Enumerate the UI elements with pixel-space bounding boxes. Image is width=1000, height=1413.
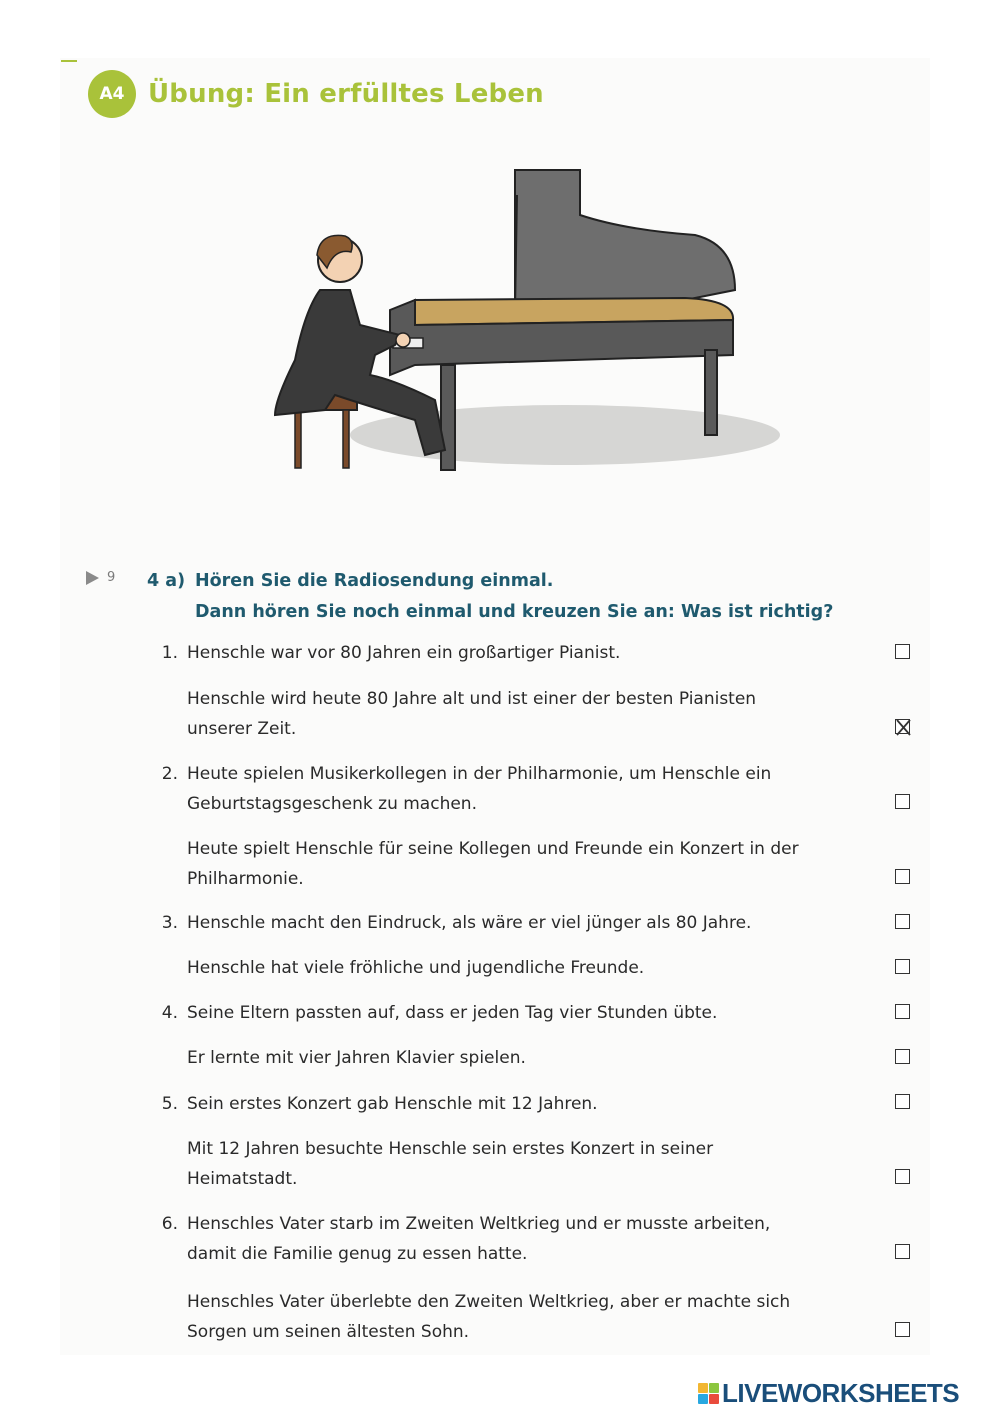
question-statement <box>150 1089 840 1119</box>
exercise-header <box>88 70 544 118</box>
statement-line-1: Mit 12 Jahren besuchte Henschle sein erstes Konzert in seiner <box>187 1139 714 1159</box>
statement-line-1: Henschles Vater überlebte den Zweiten Weltkrieg, aber er machte sich <box>187 1292 791 1312</box>
audio-track[interactable] <box>86 570 115 585</box>
answer-checkbox[interactable] <box>895 914 910 929</box>
piano-leg-back <box>705 350 717 435</box>
question-statement <box>150 684 840 744</box>
statement-text <box>187 908 837 938</box>
statement-line-1: Henschle wird heute 80 Jahre alt und ist einer der besten Pianisten <box>187 689 757 709</box>
answer-checkbox[interactable] <box>895 959 910 974</box>
question-statement <box>150 1209 840 1269</box>
statement-line-1: Henschle war vor 80 Jahren ein großartiger Pianist. <box>187 643 621 663</box>
pianist-illustration <box>265 160 785 480</box>
statement-line-1: Henschle macht den Eindruck, als wäre er viel jünger als 80 Jahre. <box>187 913 752 933</box>
statement-text <box>187 998 837 1028</box>
question-statement <box>150 1134 840 1194</box>
question-statement <box>150 1287 840 1347</box>
statement-line-2: Geburtstagsgeschenk zu machen. <box>187 794 477 814</box>
statement-line-1: Seine Eltern passten auf, dass er jeden Tag vier Stunden übte. <box>187 1003 718 1023</box>
statement-line-1: Sein erstes Konzert gab Henschle mit 12 Jahren. <box>187 1094 598 1114</box>
answer-checkbox[interactable] <box>895 1004 910 1019</box>
statement-text <box>187 638 837 668</box>
exercise-title: Übung: Ein erfülltes Leben <box>148 79 544 109</box>
audio-track-number: 9 <box>107 570 116 585</box>
question-statement <box>150 638 840 668</box>
task-label: 4 a) <box>147 571 186 591</box>
corner-mark <box>61 60 77 62</box>
question-number: 6. <box>161 1214 178 1234</box>
question-statement <box>150 998 840 1028</box>
statement-line-1: Heute spielen Musikerkollegen in der Philharmonie, um Henschle ein <box>187 764 772 784</box>
statement-text <box>187 1089 837 1119</box>
play-icon[interactable] <box>86 571 99 585</box>
answer-checkbox[interactable] <box>895 794 910 809</box>
answer-checkbox[interactable] <box>895 1244 910 1259</box>
answer-checkbox-checked[interactable] <box>895 719 910 734</box>
answer-checkbox[interactable] <box>895 1049 910 1064</box>
statement-line-1: Heute spielt Henschle für seine Kollegen und Freunde ein Konzert in der <box>187 839 799 859</box>
statement-text <box>187 759 837 819</box>
footer-brand <box>698 1378 959 1409</box>
statement-line-1: Henschles Vater starb im Zweiten Weltkrieg und er musste arbeiten, <box>187 1214 771 1234</box>
answer-checkbox[interactable] <box>895 1169 910 1184</box>
question-number: 3. <box>161 913 178 933</box>
brand-name: LIVEWORKSHEETS <box>722 1378 960 1408</box>
question-statement <box>150 1043 840 1073</box>
answer-checkbox[interactable] <box>895 644 910 659</box>
question-statement <box>150 834 840 894</box>
check-x-icon <box>894 718 913 737</box>
liveworksheets-logo-icon <box>698 1383 719 1404</box>
statement-line-1: Er lernte mit vier Jahren Klavier spielen. <box>187 1048 526 1068</box>
question-statement <box>150 953 840 983</box>
bench-leg-left <box>295 410 301 468</box>
question-number: 2. <box>161 764 178 784</box>
statement-text <box>187 1287 837 1347</box>
statement-line-1: Henschle hat viele fröhliche und jugendliche Freunde. <box>187 958 645 978</box>
statement-line-2: Heimatstadt. <box>187 1169 298 1189</box>
bench-leg-right <box>343 410 349 468</box>
statement-text <box>187 684 837 744</box>
statement-line-2: unserer Zeit. <box>187 719 297 739</box>
statement-text <box>187 1209 837 1269</box>
piano-lid <box>515 170 735 310</box>
piano-leg-front <box>441 365 455 470</box>
exercise-badge: A4 <box>88 70 136 118</box>
task-instructions <box>147 566 833 628</box>
answer-checkbox[interactable] <box>895 1094 910 1109</box>
statement-line-2: Philharmonie. <box>187 869 304 889</box>
statement-text <box>187 834 837 894</box>
task-line-2: Dann hören Sie noch einmal und kreuzen Sie an: Was ist richtig? <box>195 602 834 622</box>
statement-line-2: Sorgen um seinen ältesten Sohn. <box>187 1322 470 1342</box>
statement-text <box>187 1134 837 1194</box>
task-line-1: Hören Sie die Radiosendung einmal. <box>195 571 554 591</box>
statement-text <box>187 953 837 983</box>
question-number: 1. <box>161 643 178 663</box>
question-number: 4. <box>161 1003 178 1023</box>
statement-text <box>187 1043 837 1073</box>
question-number: 5. <box>161 1094 178 1114</box>
answer-checkbox[interactable] <box>895 869 910 884</box>
question-statement <box>150 908 840 938</box>
pianist-hand <box>396 333 410 347</box>
answer-checkbox[interactable] <box>895 1322 910 1337</box>
question-statement <box>150 759 840 819</box>
statement-line-2: damit die Familie genug zu essen hatte. <box>187 1244 528 1264</box>
